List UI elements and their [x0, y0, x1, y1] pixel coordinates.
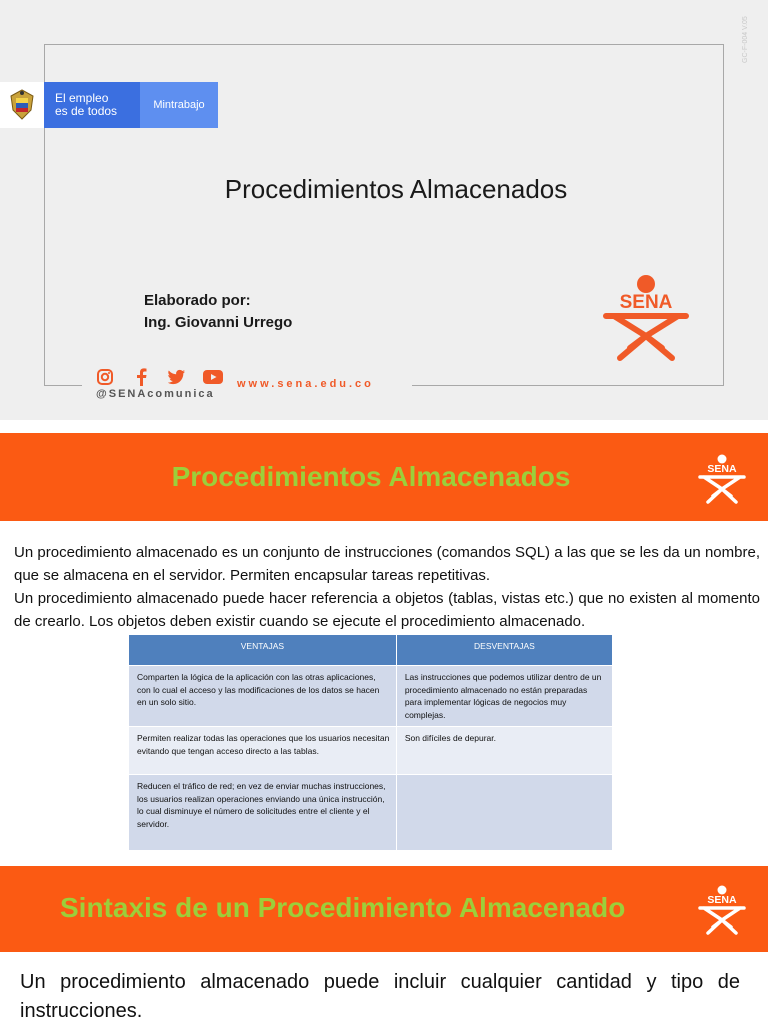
- author-label: Elaborado por:: [144, 292, 251, 309]
- cover-title: Procedimientos Almacenados: [224, 174, 568, 204]
- slide-title: Sintaxis de un Procedimiento Almacenado: [60, 892, 626, 923]
- paragraph: Un procedimiento almacenado puede hacer referencia a objetos (tablas, vistas etc.) que no existen al momento de crearlo. Los objetos deben existir cuando se ejecute el procedimiento almacenado.: [14, 590, 760, 630]
- gov-slogan: [44, 82, 140, 128]
- slide-title: Procedimientos Almacenados: [171, 461, 571, 492]
- sena-logo-icon: [600, 272, 692, 364]
- website-link[interactable]: www.sena.edu.co: [237, 378, 374, 390]
- table-cell: Las instrucciones que podemos utilizar dentro de un procedimiento almacenado no están preparadas para implementar lógicas de negocios muy complejas.: [396, 666, 612, 727]
- government-banner: [0, 82, 218, 128]
- twitter-icon[interactable]: [166, 368, 188, 386]
- table-row: [129, 666, 613, 727]
- table-cell: Son difíciles de depurar.: [396, 727, 612, 775]
- youtube-icon[interactable]: [202, 368, 224, 386]
- author-name: Ing. Giovanni Urrego: [144, 314, 293, 331]
- definition-text: [14, 541, 760, 633]
- table-cell: [396, 775, 612, 851]
- instagram-icon[interactable]: [94, 368, 116, 386]
- table-cell: Reducen el tráfico de red; en vez de enviar muchas instrucciones, los usuarios realizan operaciones enviando una única instrucción, lo cual disminuye el número de solicitudes entre el cliente y el servidor.: [129, 775, 397, 851]
- author-block: [144, 290, 292, 334]
- sena-logo-text: SENA: [707, 894, 737, 906]
- gov-slogan-line2: es de todos: [55, 104, 118, 118]
- table-row: [129, 727, 613, 775]
- table-cell: Permiten realizar todas las operaciones que los usuarios necesitan evitando que tengan acceso directo a las tablas.: [129, 727, 397, 775]
- cover-slide: [0, 0, 768, 420]
- slide-header: [0, 433, 768, 521]
- ministry-label: Mintrabajo: [140, 82, 218, 128]
- facebook-icon[interactable]: [130, 368, 152, 386]
- colombia-seal-icon: [0, 82, 44, 128]
- sena-logo-text: SENA: [707, 463, 737, 475]
- syntax-text: Un procedimiento almacenado puede incluir cualquier cantidad y tipo de instrucciones.: [20, 971, 740, 1022]
- sena-logo-icon: [696, 884, 748, 936]
- social-handle: @SENAcomunica: [96, 388, 215, 400]
- table-row: [129, 775, 613, 851]
- column-header-desventajas: DESVENTAJAS: [396, 635, 612, 666]
- sena-logo-text: SENA: [619, 292, 673, 313]
- social-footer: [82, 366, 412, 408]
- form-code: GC-F-004 V.05: [742, 16, 749, 64]
- table-cell: Comparten la lógica de la aplicación con las otras aplicaciones, con lo cual el acceso y las modificaciones de los datos se hacen en un solo sitio.: [129, 666, 397, 727]
- sena-logo-icon: [696, 453, 748, 505]
- pros-cons-table: [128, 634, 613, 851]
- paragraph: Un procedimiento almacenado es un conjunto de instrucciones (comandos SQL) a las que se les da un nombre, que se almacena en el servidor. Permiten encapsular tareas repetitivas.: [14, 544, 760, 584]
- column-header-ventajas: VENTAJAS: [129, 635, 397, 666]
- slide-header: [0, 866, 768, 952]
- gov-slogan-line1: El empleo: [55, 91, 109, 105]
